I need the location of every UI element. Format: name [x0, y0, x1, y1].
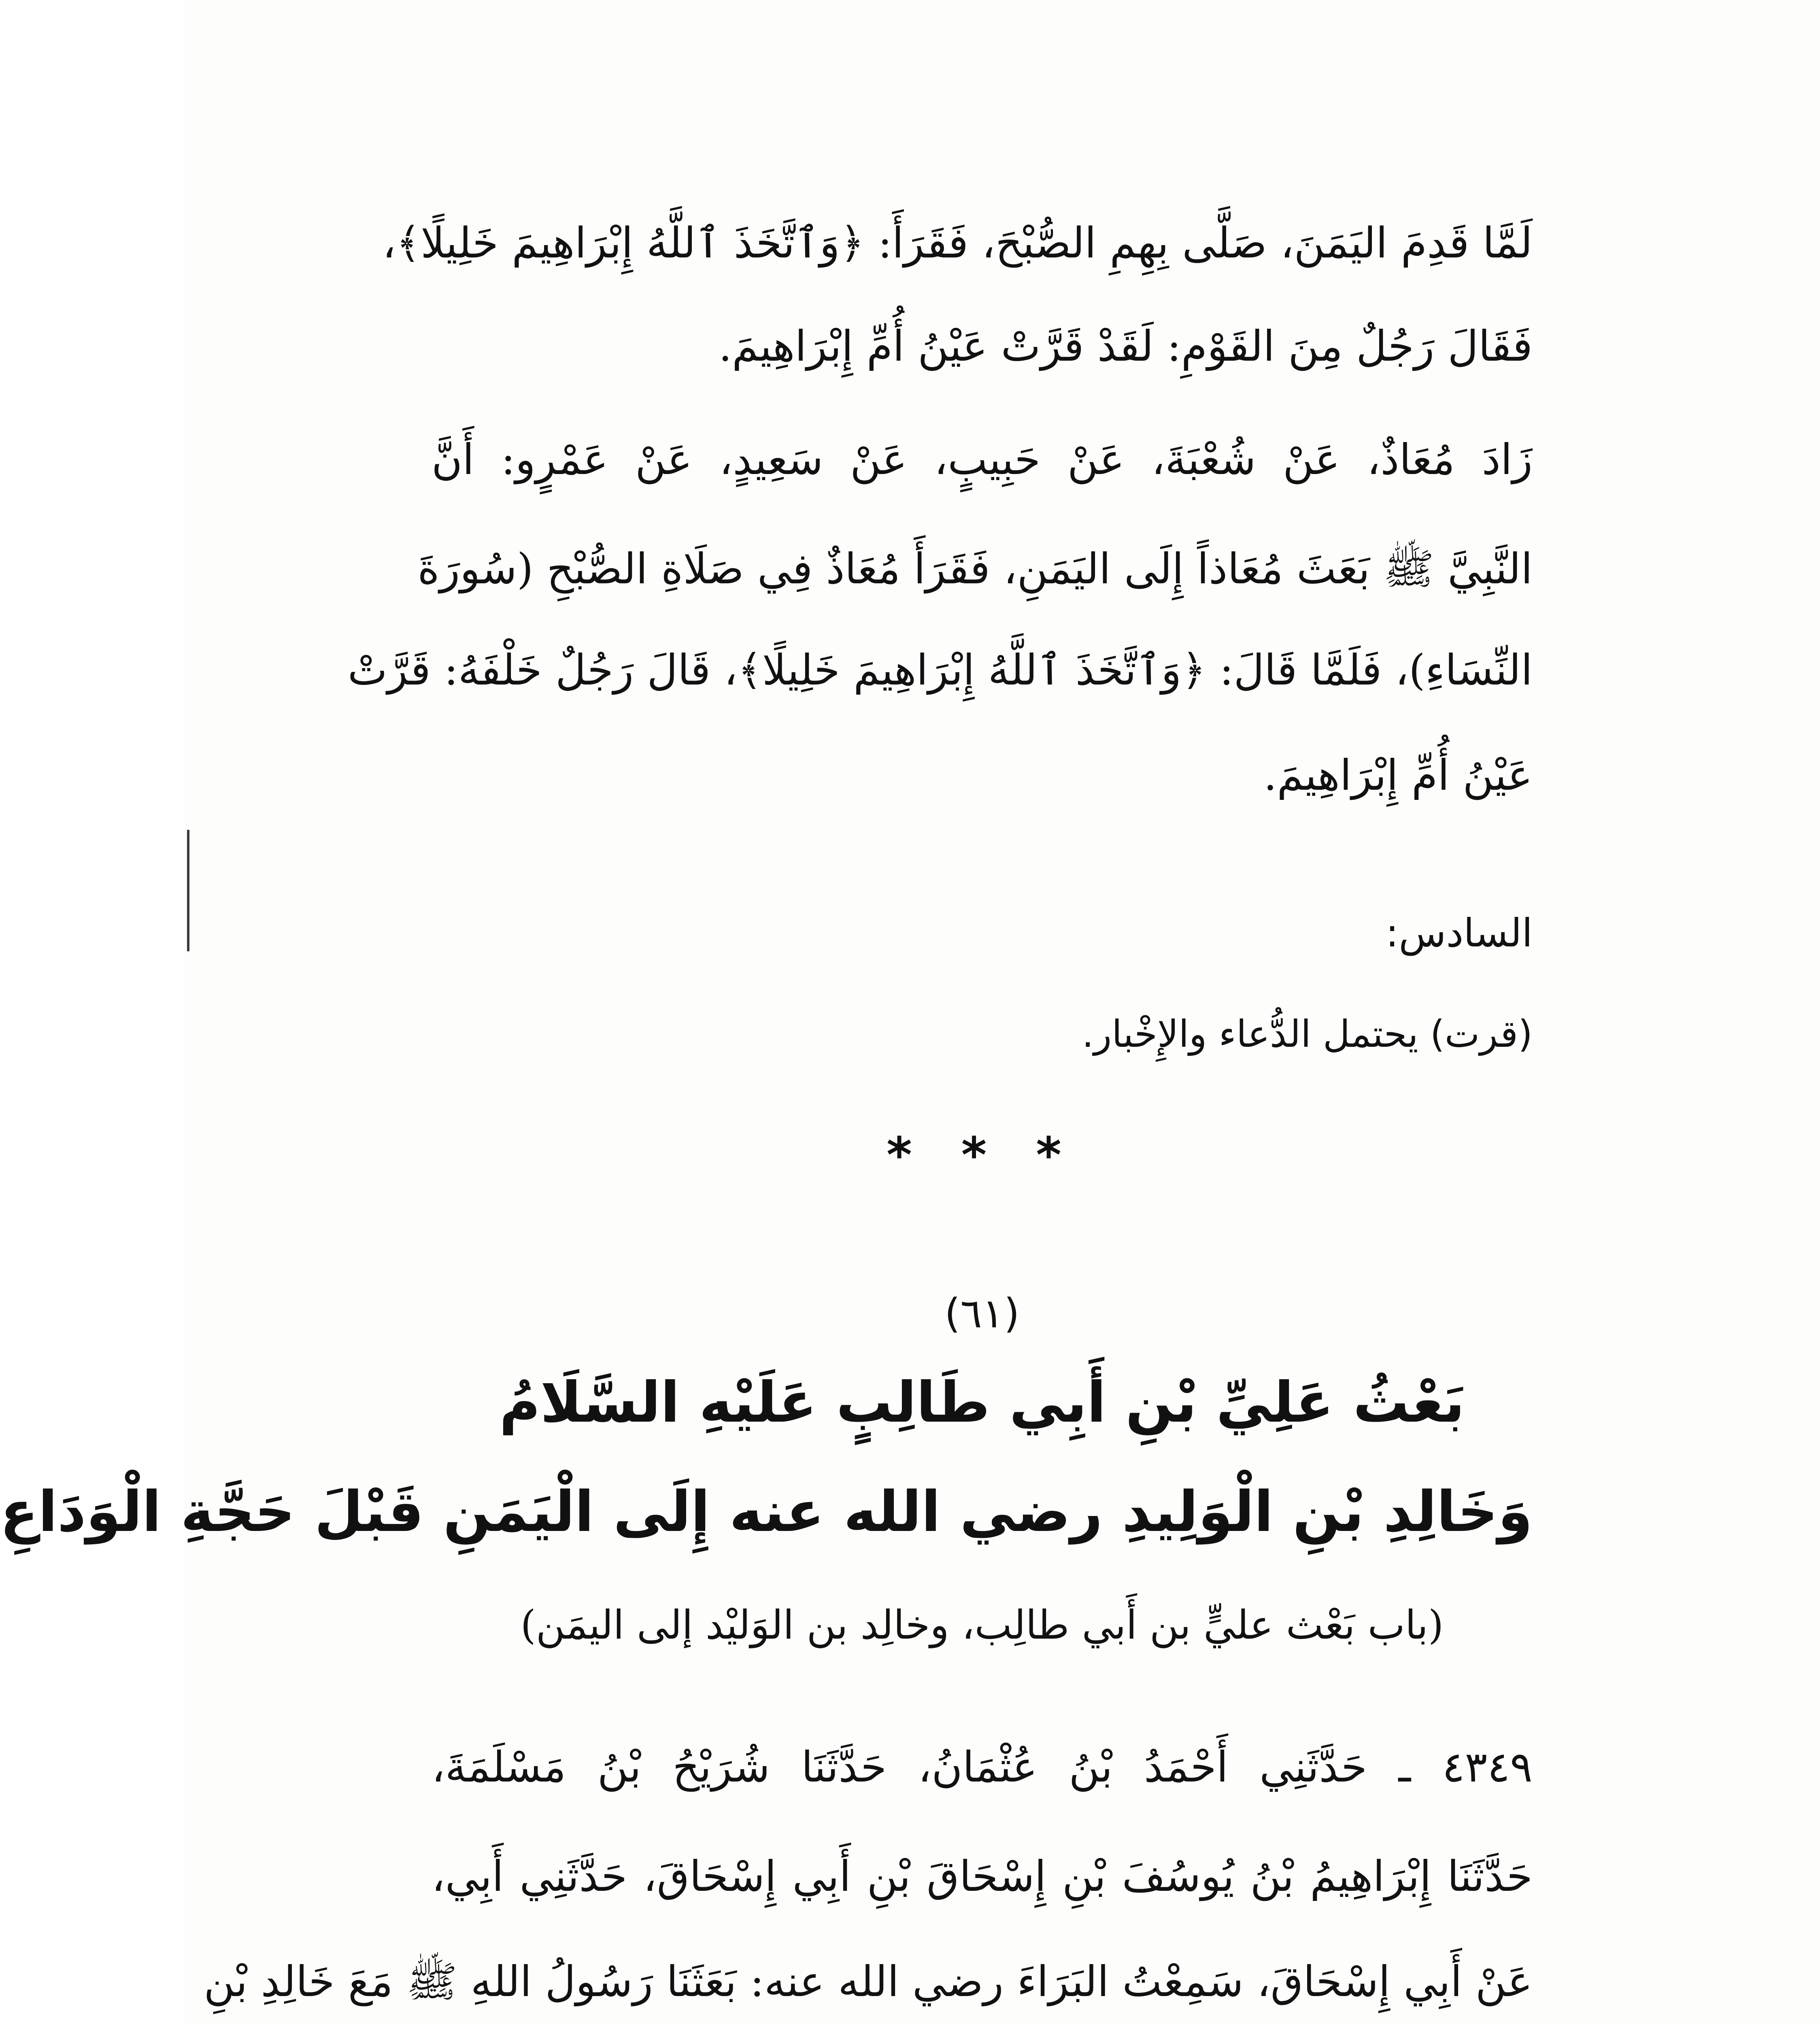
text-line-4: النَّبِيَّ ﷺ بَعَثَ مُعَاذاً إِلَى اليَمَنِ، فَقَرَأَ مُعَاذٌ فِي صَلَاةِ الصُّبْحِ (سُورَةَ	[417, 544, 1533, 593]
text-line-5: النِّسَاءِ)، فَلَمَّا قَالَ: ﴿وَٱتَّخَذَ ٱللَّهُ إِبْرَاهِيمَ خَلِيلًا﴾، قَالَ رَجُلٌ خَلْفَهُ: قَرَّتْ	[347, 645, 1533, 695]
chapter-title-line-2: وَخَالِدِ بْنِ الْوَلِيدِ رضي الله عنه إِلَى الْيَمَنِ قَبْلَ حَجَّةِ الْوَدَاعِ	[0, 1479, 1533, 1544]
chapter-title-line-1: بَعْثُ عَلِيِّ بْنِ أَبِي طَالِبٍ عَلَيْهِ السَّلَامُ	[499, 1370, 1465, 1435]
text-line-6: عَيْنُ أُمِّ إِبْرَاهِيمَ.	[1263, 750, 1533, 800]
text-line-1: لَمَّا قَدِمَ اليَمَنَ، صَلَّى بِهِمِ الصُّبْحَ، فَقَرَأَ: ﴿وَٱتَّخَذَ ٱللَّهُ إِبْرَاهِيمَ خَلِيلًا﴾،	[382, 218, 1533, 268]
hadith-line-2: حَدَّثَنَا إِبْرَاهِيمُ بْنُ يُوسُفَ بْنِ إِسْحَاقَ بْنِ أَبِي إِسْحَاقَ، حَدَّثَنِي أَبِي،	[432, 1852, 1533, 1901]
text-line-2: فَقَالَ رَجُلٌ مِنَ القَوْمِ: لَقَدْ قَرَّتْ عَيْنُ أُمِّ إِبْرَاهِيمَ.	[719, 321, 1533, 371]
hadith-line-3: عَنْ أَبِي إِسْحَاقَ، سَمِعْتُ البَرَاءَ رضي الله عنه: بَعَثَنَا رَسُولُ اللهِ ﷺ مَعَ خَالِدِ بْنِ	[204, 1957, 1533, 2006]
section-text-sixth: (قرت) يحتمل الدُّعاء والإِخْبار.	[1082, 1012, 1533, 1056]
bab-title: (باب بَعْث عليٍّ بن أَبي طالِب، وخالِد بن الوَليْد إلى اليمَن)	[520, 1602, 1444, 1648]
section-separator: * * *	[887, 1127, 1078, 1184]
hadith-line-1: ٤٣٤٩ ـ حَدَّثَنِي أَحْمَدُ بْنُ عُثْمَانُ، حَدَّثَنَا شُرَيْحُ بْنُ مَسْلَمَةَ،	[432, 1742, 1533, 1792]
text-line-3: زَادَ مُعَاذٌ، عَنْ شُعْبَةَ، عَنْ حَبِيبٍ، عَنْ سَعِيدٍ، عَنْ عَمْرٍو: أَنَّ	[432, 435, 1533, 484]
page-edge-mark	[187, 830, 189, 951]
chapter-number: (٦١)	[944, 1290, 1020, 1337]
section-label-sixth: السادس:	[1385, 910, 1533, 956]
